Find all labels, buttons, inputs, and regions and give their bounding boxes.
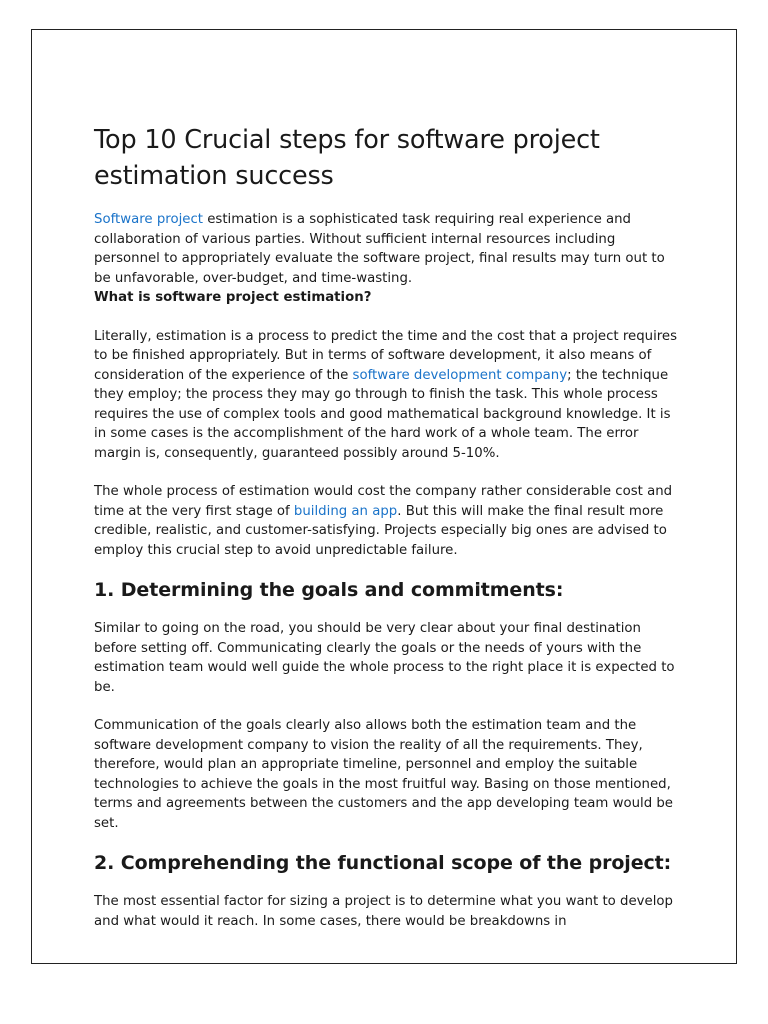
intro-text: estimation is a sophisticated task requiring real experience and collaboration of various parties. Without sufficient internal resources including personnel to appropriately evaluate the software project, final results may turn out to be unfavorable, over-budget, and time-wasting. [94, 212, 665, 286]
software-project-link[interactable]: Software project [94, 212, 203, 227]
section1-heading: 1. Determining the goals and commitments: [94, 579, 564, 601]
para1-text-after: ; the technique they employ; the process they may go through to finish the task. This whole process requires the use of complex tools and good mathematical background knowledge. It is in some cases is the accomplishment of the hard work of a whole team. The error margin is, consequently, guaranteed possibly around 5-10%. [94, 367, 671, 461]
section2-paragraph-1: The most essential factor for sizing a project is to determine what you want to develop and what would it reach. In some cases, there would be breakdowns in [94, 894, 673, 929]
paragraph-estimation-cost [94, 482, 684, 560]
section2-heading: 2. Comprehending the functional scope of the project: [94, 852, 672, 874]
intro-paragraph [94, 210, 684, 288]
section1-paragraph-2: Communication of the goals clearly also allows both the estimation team and the software development company to vision the reality of all the requirements. They, therefore, would plan an appropriate timeline, personnel and employ the suitable technologies to achieve the goals in the most fruitful way. Basing on those mentioned, terms and agreements between the customers and the app developing team would be set. [94, 718, 673, 831]
paragraph-estimation-definition [94, 327, 684, 464]
para2-text-before: The whole process of estimation would cost the company rather considerable cost and time at the very first stage of [94, 484, 673, 519]
software-development-company-link[interactable]: software development company [352, 367, 568, 383]
section1-paragraph-1: Similar to going on the road, you should be very clear about your final destination before setting off. Communicating clearly the goals or the needs of yours with the estimation team would well guide the whole process to the right place it is expected to be. [94, 621, 675, 695]
building-an-app-link[interactable]: building an app [293, 503, 398, 519]
document-page [31, 29, 737, 964]
question-heading: What is software project estimation? [94, 290, 372, 305]
para1-text-before: Literally, estimation is a process to predict the time and the cost that a project requires to be finished appropriately. But in terms of software development, it also means of consideration of the experience of the [94, 328, 678, 383]
para2-text-after: . But this will make the final result more credible, realistic, and customer-satisfying. Projects especially big ones are advised to employ this crucial step to avoid unpredictable failure. [94, 503, 667, 558]
document-title: Top 10 Crucial steps for software project estimation success [94, 125, 600, 191]
document-content [94, 92, 684, 931]
